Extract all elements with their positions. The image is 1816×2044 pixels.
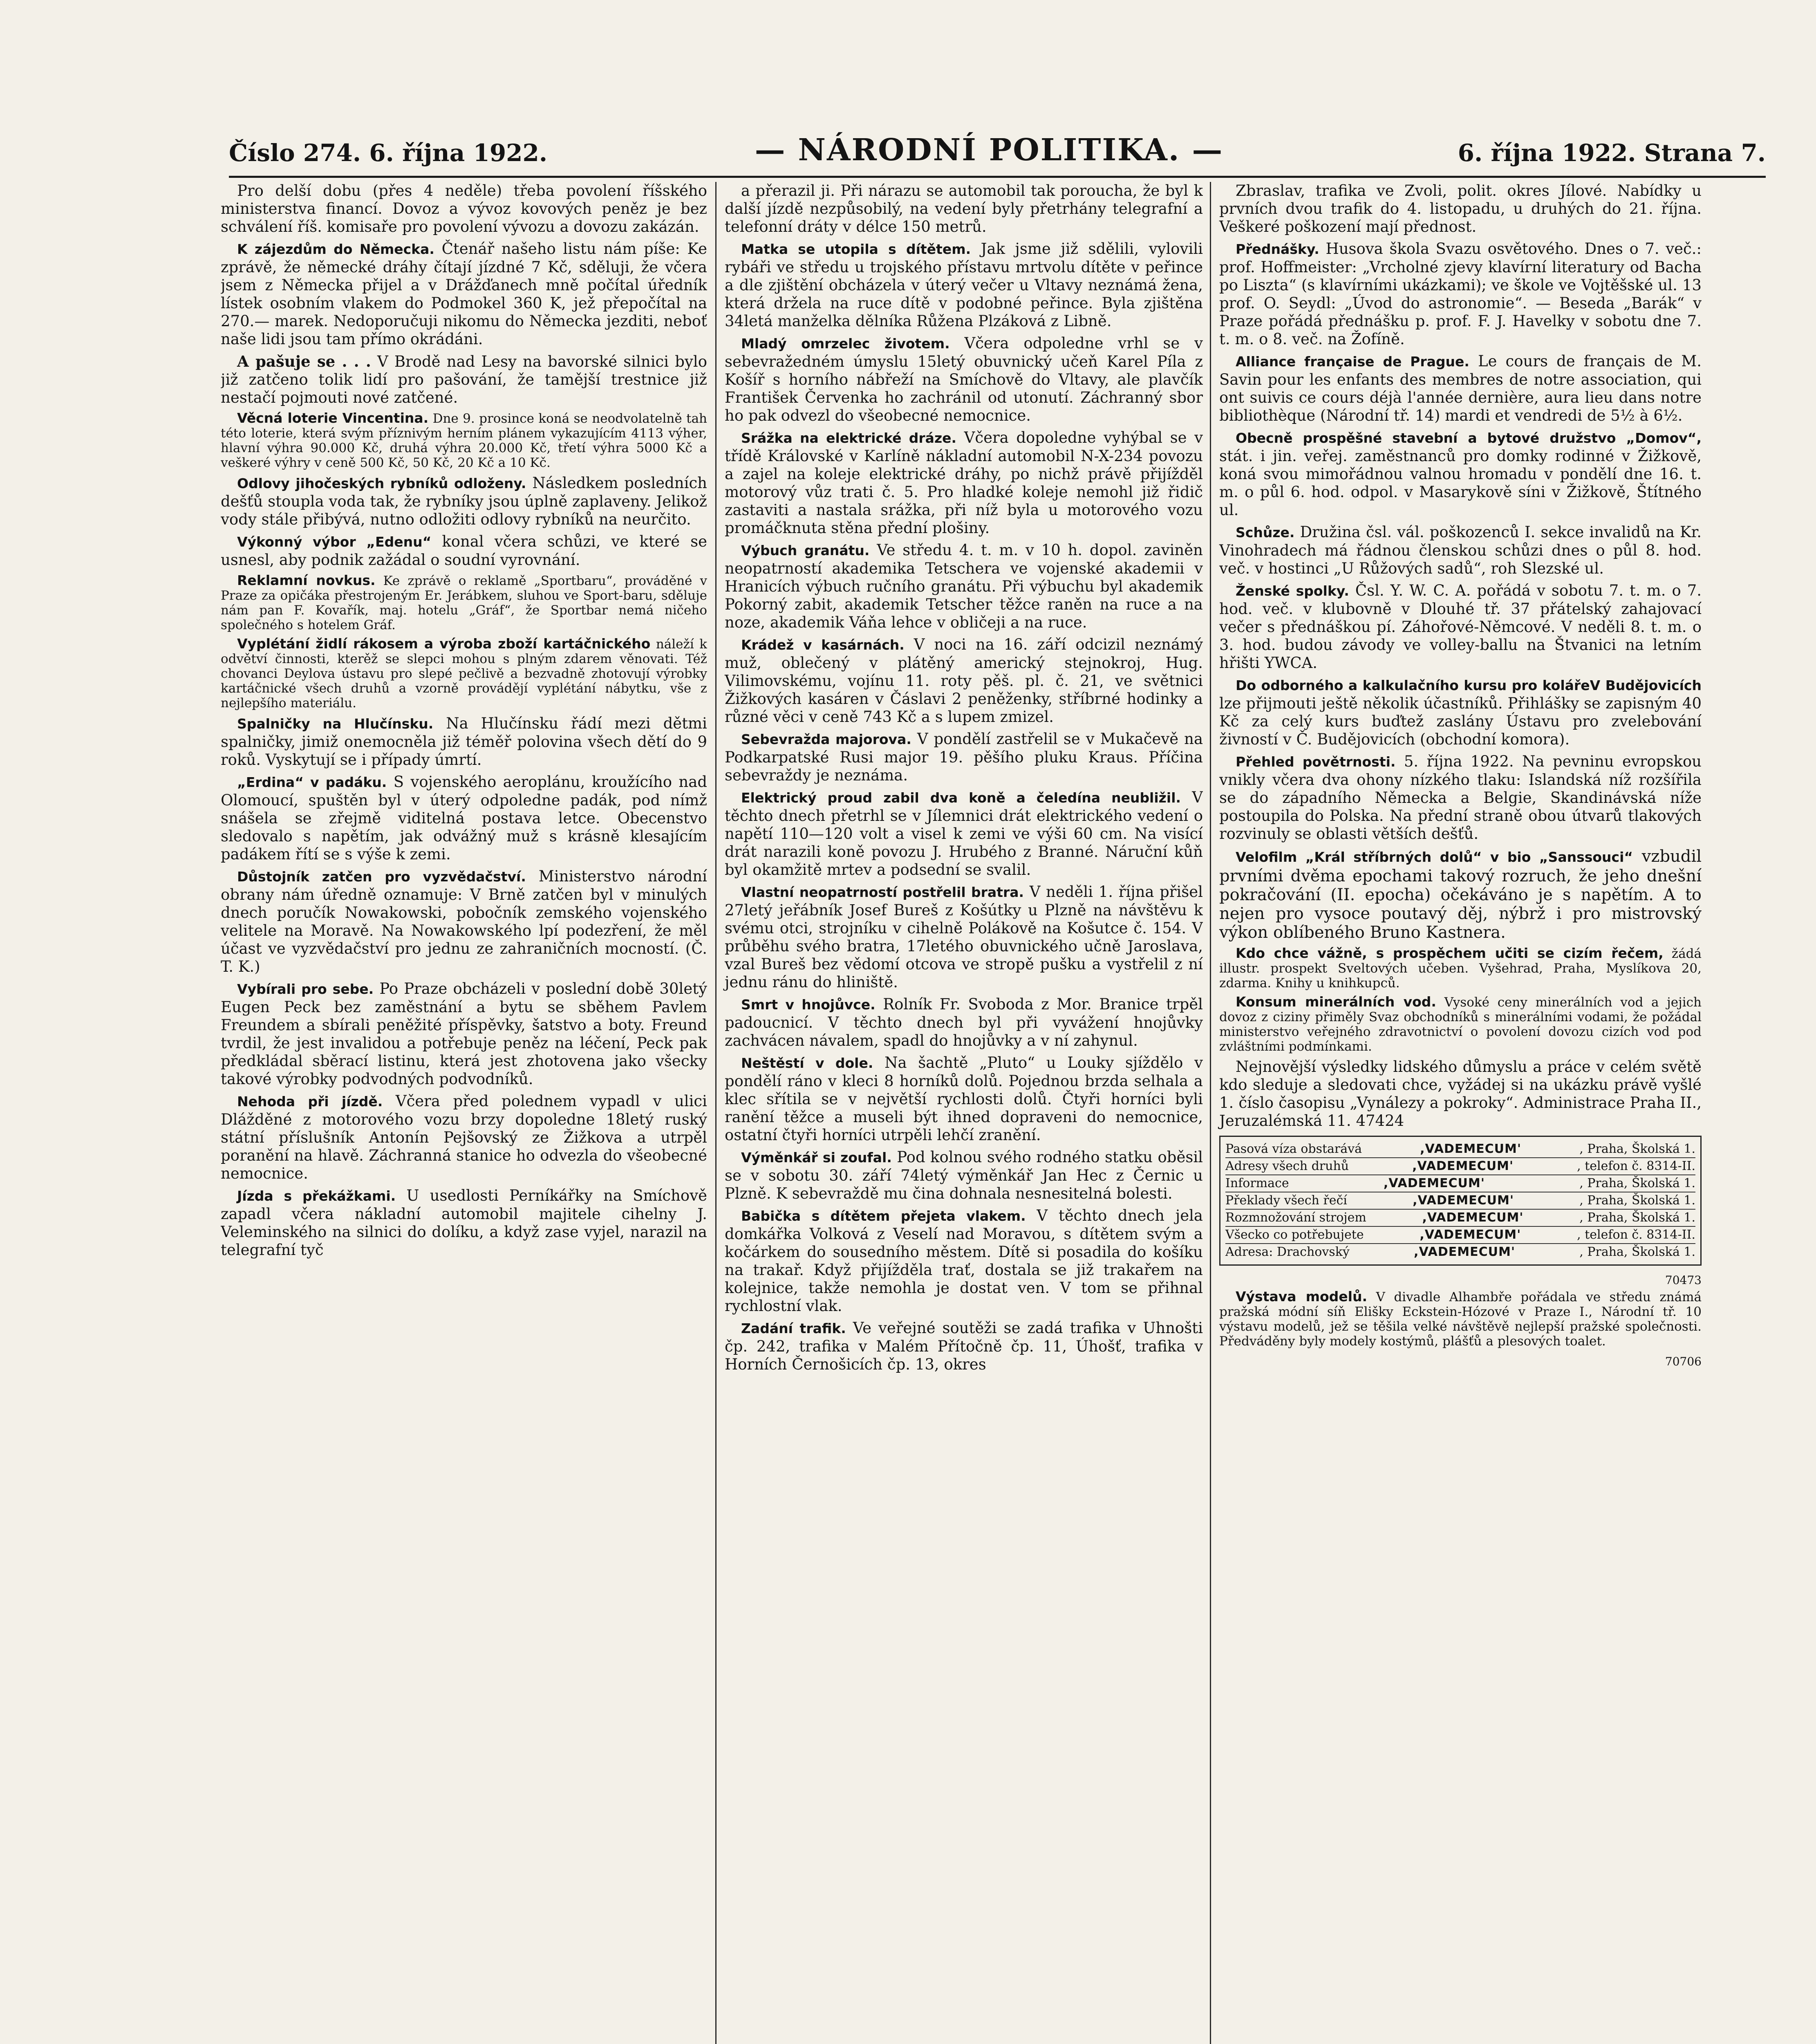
article: K zájezdům do Německa. Čtenář našeho listu nám píše: Ke zprávě, že německé dráhy čítají jízdné 7 Kč, sděluji, že včera jsem z Německa přijel a v Drážďanech mně počítal úředník lístek osobním vlakem do Podmokel 360 K, jež přepočítal na 270.— marek. Nedoporučuji nikomu do Německa jezditi, neboť naše lidi jsou tam přímo okrádáni.	[221, 240, 707, 348]
article-title: Zadání trafik.	[741, 1320, 846, 1336]
issue-date: Číslo 274. 6. října 1922.	[229, 139, 548, 167]
article-title: Krádež v kasárnách.	[741, 637, 905, 653]
article: Vyplétání židlí rákosem a výroba zboží kartáčnického náleží k odvětví činnosti, kterěž se slepci mohou s plným zdarem věnovati. Též chovanci Deylova ústavu pro slepé pečlivě a bezvadně zhotovují výrobky kartáčnické všech druhů a vzorně provádějí vyplétání nábytku, vše z nejlepšího materiálu.	[221, 636, 707, 710]
article: Nehoda při jízdě. Včera před polednem vypadl v ulici Dlážděné z motorového vozu brzy dopoledne 18letý ruský státní příslušník Antonín Pejšovský ze Žižkova a utrpěl poranění na hlavě. Záchranná stanice ho odvezla do všeobecné nemocnice.	[221, 1092, 707, 1182]
article: „Erdina“ v padáku. S vojenského aeroplánu, kroužícího nad Olomoucí, spuštěn byl v úterý odpoledne padák, pod nímž snášela se zřejmě viditelná postava letce. Obecenstvo sledovalo s napětím, jak odvážný muž s krásně klesajícím padákem řítí se s výše k zemi.	[221, 773, 707, 863]
article-title: „Erdina“ v padáku.	[237, 774, 387, 790]
ad-row: Všecko co potřebujete ,VADEMECUM' , telefon č. 8314-II.	[1225, 1227, 1695, 1244]
article: Smrt v hnojůvce. Rolník Fr. Svoboda z Mor. Branice trpěl padoucnicí. V těchto dnech byl při vyvážení hnojůvky zachvácen návalem, spadl do hnojůvky a v ní zahynul.	[725, 995, 1203, 1049]
article: Ženské spolky. Čsl. Y. W. C. A. pořádá v sobotu 7. t. m. o 7. hod. več. v klubovně v Dlouhé tř. 37 přátelský zahajovací večer s přednáškou pí. Záhořové-Němcové. V neděli 8. t. m. o 3. hod. budou závody ve volley-ballu na Štvanici na letním hřišti YWCA.	[1219, 582, 1702, 672]
article: Věcná loterie Vincentina. Dne 9. prosince koná se neodvolatelně tah této loterie, která svým příznivým herním plánem vykazujícím 4113 výher, hlavní výhra 90.000 Kč, druhá výhra 20.000 Kč, třetí výhra 5000 Kč a veškeré výhry v ceně 500 Kč, 50 Kč, 20 Kč a 10 Kč.	[221, 410, 707, 470]
article: Důstojník zatčen pro vyzvědačství. Ministerstvo národní obrany nám úředně oznamuje: V Brně zatčen byl v minulých dnech poručík Nowakowski, pobočník zemského vojenského velitele na Moravě. Na Nowakowského lpí podezření, že měl účast ve vyzvědačství pro jednu ze zahraničních mocností. (Č. T. K.)	[221, 867, 707, 975]
article: Schůze. Družina čsl. vál. poškozenců I. sekce invalidů na Kr. Vinohradech má řádnou členskou schůzi dnes o půl 8. hod. več. v hostinci „U Růžových sadů“, roh Slezské ul.	[1219, 523, 1702, 577]
article: Krádež v kasárnách. V noci na 16. září odcizil neznámý muž, oblečený v plátěný americký stejnokroj, Hug. Vilimovskému, vojínu 11. roty pěš. pl. č. 21, ve světnici Žižkových kasáren v Čáslavi 2 peněženky, stříbrné hodinky a různé věci v ceně 743 Kč a s lupem zmizel.	[725, 636, 1203, 726]
article: Nejnovější výsledky lidského důmyslu a práce v celém světě kdo sleduje a sledovati chce, vyžádej si na ukázku právě vyšlé 1. číslo časopisu „Vynálezy a pokroky“. Administrace Praha II., Jeruzalémská 11. 47424	[1219, 1058, 1702, 1130]
ad-row: Pasová víza obstarává ,VADEMECUM' , Praha, Školská 1.	[1225, 1141, 1695, 1158]
page-header	[229, 131, 1766, 178]
article: Přehled povětrnosti. 5. října 1922. Na pevninu evropskou vnikly včera dva ohony nízkého tlaku: Islandská níž rozšířila se do západního Německa a Belgie, Skandinávská níže postoupila do Polska. Na přední straně obou útvarů tlakových rozvinuly se oblasti větších dešťů.	[1219, 753, 1702, 843]
article-title: Přehled povětrnosti.	[1236, 754, 1396, 770]
article-title: Elektrický proud zabil dva koně a čeledína neubližil.	[741, 790, 1181, 806]
article-title: Výměnkář si zoufal.	[741, 1150, 892, 1165]
article: Pro delší dobu (přes 4 neděle) třeba povolení říšského ministerstva financí. Dovoz a vývoz kovových peněz je bez schválení říš. komisaře pro povolení vývozu a dovozu zakázán.	[221, 182, 707, 235]
article: Výstava modelů. V divadle Alhambře pořádala ve středu známá pražská módní síň Elišky Eckstein-Hózové v Praze I., Národní tř. 10 výstavu modelů, jež se těšila velké návštěvě nejlepší pražské společnosti. Předváděny byly modely kostýmů, plášťů a plesových toalet.	[1219, 1289, 1702, 1349]
page-number: 6. října 1922. Strana 7.	[1458, 139, 1766, 167]
article-title: Vlastní neopatrností postřelil bratra.	[741, 884, 1024, 900]
article: Mladý omrzelec životem. Včera odpoledne vrhl se v sebevražedném úmyslu 15letý obuvnický učeň Karel Píla z Košíř s horního nábřeží na Smíchově do Vltavy, ale plavčík František Červenka ho zachránil od utonutí. Záchranný sbor ho pak odvezl do všeobecné nemocnice.	[725, 334, 1203, 424]
ad-row: Informace ,VADEMECUM' , Praha, Školská 1.	[1225, 1175, 1695, 1192]
article-title: Obecně prospěšné stavební a bytové družstvo „Domov“,	[1236, 430, 1702, 446]
article-title: Matka se utopila s dítětem.	[741, 241, 971, 257]
article: Velofilm „Král stříbrných dolů“ v bio „Sanssouci“ vzbudil prvními dvěma epochami takový rozruch, že jeho dnešní pokračování (II. epocha) očekáváno je s napětím. A to nejen pro vysoce poutavý děj, nýbrž i pro mistrovský výkon oblíbeného Bruno Kastnera.	[1219, 847, 1702, 942]
article: Reklamní novkus. Ke zprávě o reklamě „Sportbaru“, prováděné v Praze za opičáka přestrojeným Er. Jerábkem, sluhou ve Sport-baru, sděluje nám pan F. Kovařík, maj. hotelu „Gráf“, že Sportbar nemá ničeho společného s hotelem Gráf.	[221, 572, 707, 632]
article-title: Reklamní novkus.	[237, 572, 376, 588]
masthead: — NÁRODNÍ POLITIKA. —	[755, 132, 1224, 168]
article: Odlovy jihočeských rybníků odloženy. Následkem posledních dešťů stoupla voda tak, že rybníky jsou úplně zaplaveny. Jelikož vody stále přibývá, nutno odložiti odlovy rybníků na neurčito.	[221, 474, 707, 528]
article: Výměnkář si zoufal. Pod kolnou svého rodného statku oběsil se v sobotu 30. září 74letý výměnkář Jan Hec z Černic u Plzně. K sebevraždě mu čina dohnala nesnesitelná bolesti.	[725, 1148, 1203, 1202]
article-title: Mladý omrzelec životem.	[741, 336, 950, 352]
ad-row: Adresa: Drachovský ,VADEMECUM' , Praha, Školská 1.	[1225, 1245, 1695, 1259]
article: a přerazil ji. Při nárazu se automobil tak poroucha, že byl k další jízdě nezpůsobilý, na vedení byly přetrhány telegrafní a telefonní dráty v délce 150 metrů.	[725, 182, 1203, 235]
article: Přednášky. Husova škola Svazu osvětového. Dnes o 7. več.: prof. Hoffmeister: „Vrcholné zjevy klavírní literatury od Bacha po Liszta“ (s klavírními ukázkami); ve škole ve Vojtěšské ul. 13 prof. O. Seydl: „Úvod do astronomie“. — Beseda „Barák“ v Praze pořádá přednášku p. prof. F. J. Havelky v sobotu dne 7. t. m. o 8. več. na Žofíně.	[1219, 240, 1702, 348]
ad-code: 70706	[1665, 1355, 1702, 1368]
article-title: Neštěstí v dole.	[741, 1055, 873, 1071]
article-title: Výstava modelů.	[1236, 1289, 1368, 1304]
article: Konsum minerálních vod. Vysoké ceny minerálních vod a jejich dovoz z ciziny přiměly Svaz obchodníků s minerálními vodami, že požádal ministerstvo veřejného zdravotnictví o povolení dovozu cizích vod pod zvláštními podmínkami.	[1219, 994, 1702, 1054]
article-title: Do odborného a kalkulačního kursu pro kolářeV Budějovicích	[1236, 677, 1702, 693]
article-title: Babička s dítětem přejeta vlakem.	[741, 1208, 1026, 1224]
column-2	[715, 182, 1203, 2044]
ad-row: Překlady všech řečí ,VADEMECUM' , Praha, Školská 1.	[1225, 1192, 1695, 1210]
article-title: Jízda s překážkami.	[237, 1188, 396, 1204]
article-title: Velofilm „Král stříbrných dolů“ v bio „Sanssouci“	[1236, 849, 1633, 865]
article-title: A pašuje se . . .	[237, 352, 371, 370]
article-title: Ženské spolky.	[1236, 583, 1349, 599]
article: Sebevražda majorova. V pondělí zastřelil se v Mukačevě na Podkarpatské Rusi major 19. pěšího pluku Kraus. Příčina sebevraždy je neznáma.	[725, 730, 1203, 784]
article: Vlastní neopatrností postřelil bratra. V neděli 1. října přišel 27letý jeřábník Josef Bureš z Košútky u Plzně na návštěvu k svému otci, strojníku v cihelně Polákově na Košutce č. 154. V průběhu svého bratra, 17letého obuvnického učně Jaroslava, vzal Bureš bez vědomí otcova ve stropě pušku a vystřelil z ní jednu ránu do hliniště.	[725, 883, 1203, 991]
article: Výkonný výbor „Edenu“ konal včera schůzi, ve které se usnesl, aby podnik zažádal o soudní vyrovnání.	[221, 533, 707, 569]
article: Jízda s překážkami. U usedlosti Perníkářky na Smíchově zapadl včera nákladní automobil majitele cihelny J. Veleminského na silnici do dolíku, a když zase vyjel, narazil na telegrafní tyč	[221, 1187, 707, 1259]
article-title: Výbuch granátu.	[741, 542, 870, 558]
article-title: Srážka na elektrické dráze.	[741, 430, 957, 446]
article-title: Alliance française de Prague.	[1236, 354, 1469, 370]
ad-row: Adresy všech druhů ,VADEMECUM' , telefon č. 8314-II.	[1225, 1158, 1695, 1175]
article: Srážka na elektrické dráze. Včera dopoledne vyhýbal se v třídě Královské v Karlíně nákladní automobil N-X-234 povozu a zajel na koleje elektrické dráhy, po nichž právě přijížděl motorový vůz trati č. 5. Pro hladké koleje nemohl již řidič zastaviti a nastala srážka, při níž byla u motorového vozu promáčknuta stěna přední plošiny.	[725, 429, 1203, 537]
article-title: Schůze.	[1236, 524, 1295, 540]
column-1	[221, 182, 707, 2044]
article: Zadání trafik. Ve veřejné soutěži se zadá trafika v Uhnošti čp. 242, trafika v Malém Přítočně čp. 11, Úhošť, trafika v Horních Černošicích čp. 13, okres	[725, 1319, 1203, 1373]
article: Neštěstí v dole. Na šachtě „Pluto“ u Louky sjíždělo v pondělí ráno v kleci 8 horníků dolů. Pojednou brzda selhala a klec sřítila se v největší rychlosti dolů. Čtyři horníci byli ranění těžce a museli být ihned dopraveni do nemocnice, ostatní čtyři horníci utrpěli lehčí zranění.	[725, 1054, 1203, 1144]
article-title: Vyplétání židlí rákosem a výroba zboží kartáčnického	[237, 636, 651, 652]
article-title: Věcná loterie Vincentina.	[237, 410, 429, 426]
article: Zbraslav, trafika ve Zvoli, polit. okres Jílové. Nabídky u prvních dvou trafik do 4. listopadu, u druhých do 21. října. Veškeré poškození mají přednost.	[1219, 182, 1702, 235]
article-title: Konsum minerálních vod.	[1236, 994, 1436, 1010]
column-3	[1210, 182, 1702, 2044]
article-title: Spalničky na Hlučínsku.	[237, 716, 434, 732]
article: Spalničky na Hlučínsku. Na Hlučínsku řádí mezi dětmi spalničky, jimiž onemocněla již téměř polovina všech dětí do 9 roků. Vyskytují se i případy úmrtí.	[221, 715, 707, 769]
article: Elektrický proud zabil dva koně a čeledína neubližil. V těchto dnech přetrhl se v Jílemnici drát elektrického vedení o napětí 110—120 volt a visel k zemi ve výši 60 cm. Na visící drát narazili koně povozu J. Hrubého z Branné. Náruční kůň byl okamžitě mrtev a podsední se svalil.	[725, 789, 1203, 879]
article: Obecně prospěšné stavební a bytové družstvo „Domov“, stát. i jin. veřej. zaměstnanců pro domky rodinné v Žižkově, koná svou mimořádnou valnou hromadu v pondělí dne 16. t. m. o půl 6. hod. odpol. v Masarykově síni v Žižkově, Štítného ul.	[1219, 430, 1702, 519]
article: Kdo chce vážně, s prospěchem učiti se cizím řečem, žádá illustr. prospekt Sveltových učeben. Vyšehrad, Praha, Myslíkova 20, zdarma. Knihy u knihkupců.	[1219, 945, 1702, 991]
article: A pašuje se . . . V Brodě nad Lesy na bavorské silnici bylo již zatčeno tolik lidí pro pašování, že tamější trestnice již nestačí pojmouti nové zatčené.	[221, 352, 707, 406]
article: Matka se utopila s dítětem. Jak jsme již sdělili, vylovili rybáři ve středu u trojského přístavu mrtvolu dítěte v peřince a dle zjištění obcházela v úterý večer u Vltavy neznámá žena, která držela na ruce dítě v podobné peřince. Byla zjištěna 34letá manželka dělníka Růžena Plzáková z Libně.	[725, 240, 1203, 330]
ad-code: 70473	[1665, 1273, 1702, 1287]
article: Výbuch granátu. Ve středu 4. t. m. v 10 h. dopol. zaviněn neopatrností akademika Tetschera ve vojenské akademii v Hranicích výbuch ručního granátu. Při výbuchu byl akademik Pokorný zabit, akademik Tetscher těžce raněn na ruce a na noze, akademik Váňa lehce v obličeji a na ruce.	[725, 541, 1203, 631]
article-title: Přednášky.	[1236, 241, 1319, 257]
article-title: Výkonný výbor „Edenu“	[237, 534, 432, 550]
vademecum-ads	[1219, 1136, 1702, 1266]
article: Babička s dítětem přejeta vlakem. V těchto dnech jela domkářka Volková z Veselí nad Moravou, s dítětem svým a kočárkem do sousedního městem. Dítě si posadila do košíku na trakař. Když přijížděla trať, dostala se již trakařem na kolejnice, takže nemohla je dostat ven. V tom se přihnal rychlostní vlak.	[725, 1207, 1203, 1315]
article: Vybírali pro sebe. Po Praze obcházeli v poslední době 30letý Eugen Peck bez zaměstnání a bytu se sběhem Pavlem Freundem a sbírali peněžité příspěvky, šatstvo a boty. Freund tvrdil, že jest invalidou a potřebuje peněz na léčení, Peck pak předkládal sběrací listinu, která jest zhotovena jako všecky takové výrobky podvodných podvodníků.	[221, 980, 707, 1088]
article-title: Vybírali pro sebe.	[237, 981, 374, 997]
article-title: Smrt v hnojůvce.	[741, 997, 876, 1013]
article: Do odborného a kalkulačního kursu pro kolářeV Budějovicích lze přijmouti ještě několik účastníků. Přihlášky se zapisným 40 Kč za celý kurs buďtež zaslány Ústavu pro zvelebování živností v Č. Budějovicích (obchodní komora).	[1219, 677, 1702, 748]
ad-row: Rozmnožování strojem ,VADEMECUM' , Praha, Školská 1.	[1225, 1210, 1695, 1227]
article-title: Sebevražda majorova.	[741, 731, 911, 747]
article-title: Důstojník zatčen pro vyzvědačství.	[237, 869, 526, 885]
article-title: Odlovy jihočeských rybníků odloženy.	[237, 475, 526, 491]
article-title: Nehoda při jízdě.	[237, 1094, 383, 1109]
article: Alliance française de Prague. Le cours de français de M. Savin pour les enfants des membres de notre association, qui ont suivis ce cours déjà l'année dernière, aura lieu dans notre bibliothèque (Národní tř. 14) mardi et vendredi de 5½ à 6½.	[1219, 352, 1702, 424]
article-title: Kdo chce vážně, s prospěchem učiti se cizím řečem,	[1236, 945, 1664, 961]
article-title: K zájezdům do Německa.	[237, 241, 434, 257]
